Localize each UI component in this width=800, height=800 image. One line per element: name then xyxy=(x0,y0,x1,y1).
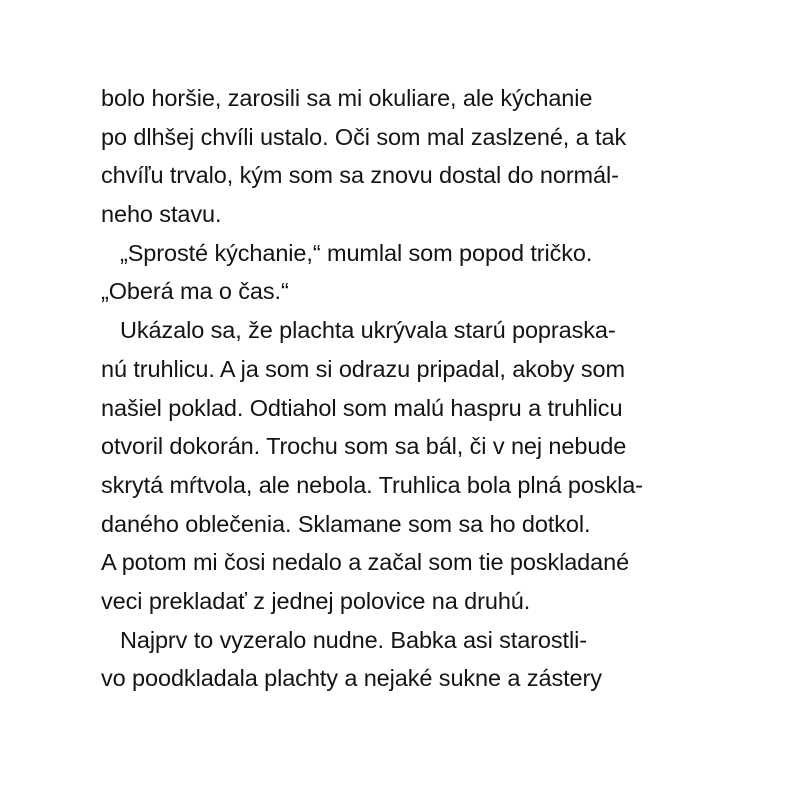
text-line: bolo horšie, zarosili sa mi okuliare, ale kýchanie xyxy=(101,85,593,111)
text-line: neho stavu. xyxy=(101,201,222,228)
text-line: skrytá mŕtvola, ale nebola. Truhlica bola plná poskla- xyxy=(101,471,643,498)
text-line: daného oblečenia. Sklamane som sa ho dotkol. xyxy=(101,510,591,537)
text-line: našiel poklad. Odtiahol som malú haspru a truhlicu xyxy=(101,394,623,421)
text-line: vo poodkladala plachty a nejaké sukne a zástery xyxy=(101,665,602,692)
body-text xyxy=(101,79,701,698)
text-line: A potom mi čosi nedalo a začal som tie poskladané xyxy=(101,549,630,576)
text-line: chvíľu trvalo, kým som sa znovu dostal do normál- xyxy=(101,162,619,189)
text-line: „Oberá ma o čas.“ xyxy=(101,278,289,305)
text-line: Ukázalo sa, že plachta ukrývala starú popraska- xyxy=(120,317,616,344)
text-line: veci prekladať z jednej polovice na druhú. xyxy=(101,587,531,614)
text-line: „Sprosté kýchanie,“ mumlal som popod tričko. xyxy=(120,239,593,266)
text-line: Najprv to vyzeralo nudne. Babka asi starostli- xyxy=(120,626,587,653)
text-line: nú truhlicu. A ja som si odrazu pripadal, akoby som xyxy=(101,355,625,382)
text-line: po dlhšej chvíli ustalo. Oči som mal zaslzené, a tak xyxy=(101,123,627,150)
text-line: otvoril dokorán. Trochu som sa bál, či v nej nebude xyxy=(101,433,627,460)
